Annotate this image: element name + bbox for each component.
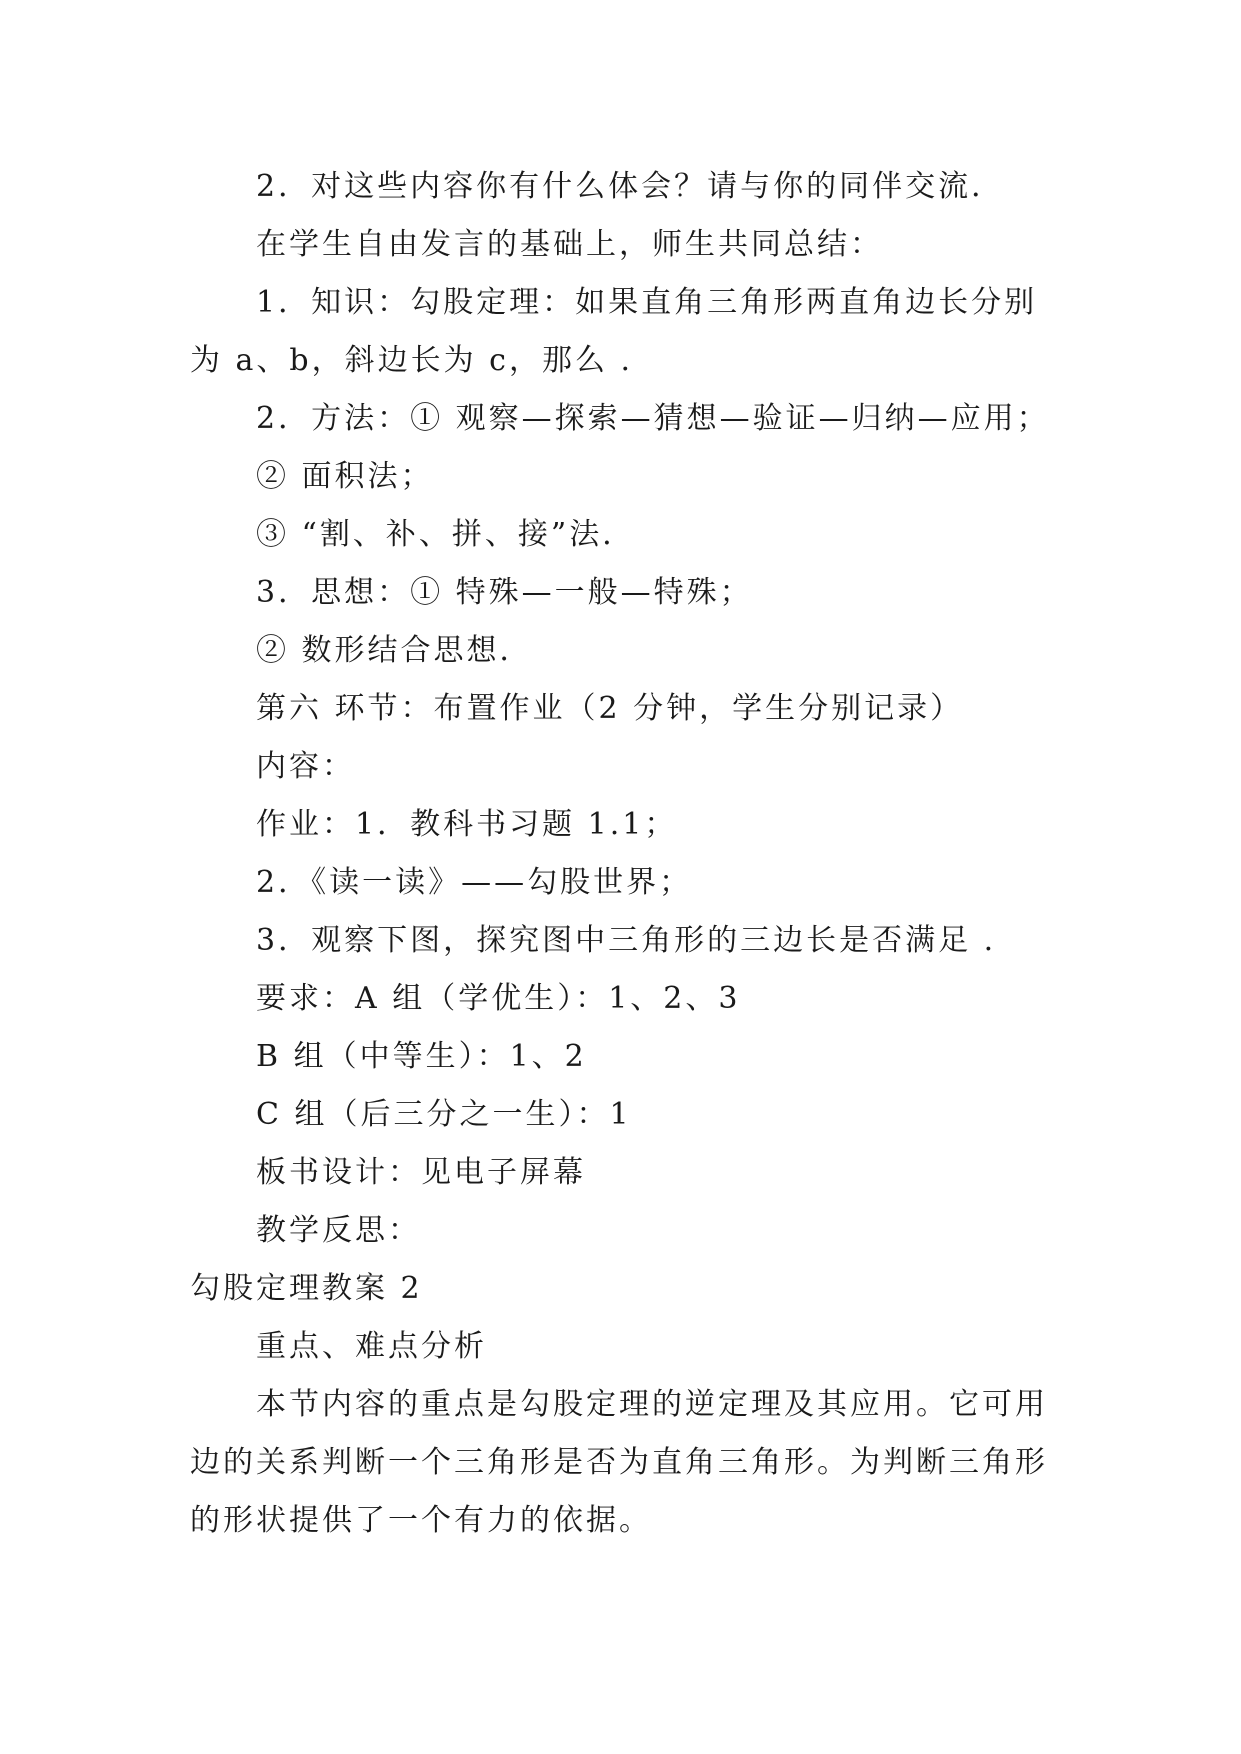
text-line: ② 数形结合思想． [256, 633, 533, 668]
document-title: 勾股定理教案 2 [190, 1271, 423, 1306]
paragraph-line: 的形状提供了一个有力的依据。 [190, 1503, 652, 1538]
text-line: 内容： [256, 749, 355, 784]
text-line: 教学反思： [256, 1213, 421, 1248]
text-line: ③ “割、补、拼、接”法． [256, 517, 636, 552]
text-line: 2．《读一读》——勾股世界； [256, 865, 693, 900]
text-line: 为 a、b，斜边长为 c，那么 . [190, 343, 634, 378]
text-line: 3．观察下图，探究图中三角形的三边长是否满足 . [256, 923, 997, 958]
text-line: ② 面积法； [256, 459, 434, 494]
text-line: B 组（中等生）：1、2 [256, 1039, 587, 1074]
text-line: 要求：A 组（学优生）：1、2、3 [256, 981, 741, 1016]
text-line: 板书设计：见电子屏幕 [256, 1155, 586, 1190]
text-line: 2．对这些内容你有什么体会？请与你的同伴交流． [256, 169, 1005, 204]
text-line: 在学生自由发言的基础上，师生共同总结： [256, 227, 883, 262]
paragraph-line: 本节内容的重点是勾股定理的逆定理及其应用。它可用 [256, 1387, 1048, 1422]
text-line: 3．思想：① 特殊—一般—特殊； [256, 575, 753, 610]
section-heading: 第六 环节：布置作业（2 分钟，学生分别记录） [256, 691, 964, 726]
text-line: C 组（后三分之一生）：1 [256, 1097, 632, 1132]
paragraph-line: 边的关系判断一个三角形是否为直角三角形。为判断三角形 [190, 1445, 1048, 1480]
section-heading: 重点、难点分析 [256, 1329, 487, 1364]
text-line: 1．知识：勾股定理：如果直角三角形两直角边长分别 [256, 285, 1038, 320]
text-line: 2．方法：① 观察—探索—猜想—验证—归纳—应用； [256, 401, 1050, 436]
text-line: 作业：1．教科书习题 1.1； [256, 807, 678, 842]
